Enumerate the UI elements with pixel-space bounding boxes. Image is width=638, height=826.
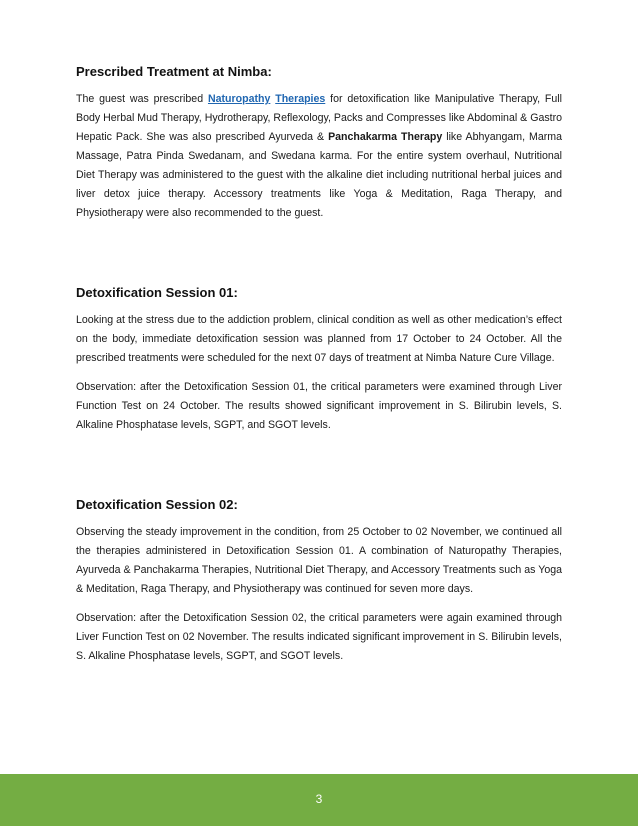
therapies-link[interactable]: Therapies [275, 93, 326, 105]
footer-bar [0, 774, 638, 826]
document-body [76, 62, 562, 676]
section-gap [76, 233, 562, 283]
text-run: for detoxification like Manipulative Therapy, Full Body Herbal Mud Therapy, Hydrotherapy, Reflexology, Packs and Compresses like Abdominal & Gastro Hepatic Pack. She was also prescribed Ayurveda & [76, 93, 562, 143]
text-run: like Abhyangam, Marma Massage, Patra Pinda Swedanam, and Swedana karma. For the entire system overhaul, Nutritional Diet Therapy was administered to the guest with the alkaline diet including nutritional herbal juices and liver detox juice therapy. Accessory treatments like Yoga & Meditation, Raga Therapy, and Physiotherapy were also recommended to the guest. [76, 131, 562, 219]
paragraph [76, 90, 562, 223]
section-heading: Detoxification Session 02: [76, 497, 238, 512]
naturopathy-link[interactable]: Naturopathy [207, 93, 271, 105]
paragraph: Looking at the stress due to the addiction problem, clinical condition as well as other medication’s effect on the body, immediate detoxification session was planned from 17 October to 24 October. All the prescribed treatments were scheduled for the next 07 days of treatment at Nimba Nature Cure Village. [76, 314, 562, 364]
observation-paragraph: Observation: after the Detoxification Session 02, the critical parameters were again examined through Liver Function Test on 02 November. The results indicated significant improvement in S. Bilirubin levels, S. Alkaline Phosphatase levels, SGPT, and SGOT levels. [76, 612, 562, 662]
section-detox-session-01 [76, 283, 562, 435]
section-heading: Detoxification Session 01: [76, 285, 238, 300]
text-run: The guest was prescribed [76, 93, 208, 105]
section-heading: Prescribed Treatment at Nimba: [76, 64, 272, 79]
section-detox-session-02 [76, 495, 562, 666]
section-gap [76, 445, 562, 495]
section-prescribed-treatment [76, 62, 562, 223]
observation-paragraph: Observation: after the Detoxification Session 01, the critical parameters were examined through Liver Function Test on 24 October. The results showed significant improvement in S. Bilirubin levels, S. Alkaline Phosphatase levels, SGPT, and SGOT levels. [76, 381, 562, 431]
paragraph: Observing the steady improvement in the condition, from 25 October to 02 November, we continued all the therapies administered in Detoxification Session 01. A combination of Naturopathy Therapies, Ayurveda & Panchakarma Therapies, Nutritional Diet Therapy, and Accessory Treatments such as Yoga & Meditation, Raga Therapy, and Physiotherapy was continued for seven more days. [76, 526, 562, 595]
page-number: 3 [315, 792, 323, 806]
bold-text: Panchakarma Therapy [328, 131, 443, 143]
